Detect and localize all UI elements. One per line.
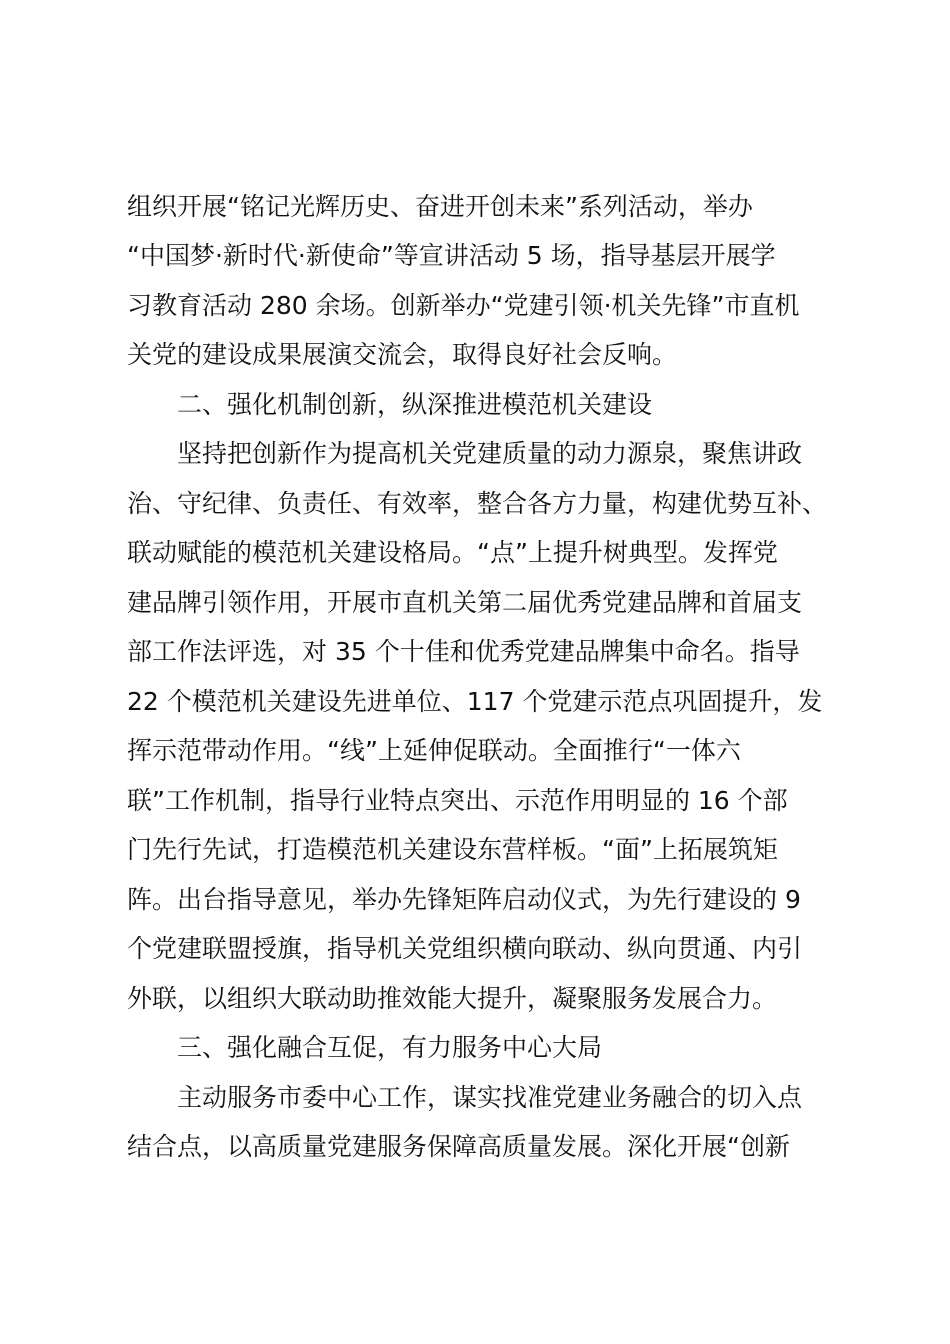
body-text-line: 门先行先试，打造模范机关建设东营样板。“面”上拓展筑矩 xyxy=(127,835,778,864)
body-text-line: 联动赋能的模范机关建设格局。“点”上提升树典型。发挥党 xyxy=(127,538,778,567)
body-text-line: 个党建联盟授旗，指导机关党组织横向联动、纵向贯通、内引 xyxy=(127,934,803,963)
body-text-line: 习教育活动 280 余场。创新举办“党建引领·机关先锋”市直机 xyxy=(127,291,800,320)
body-text-line: 主动服务市委中心工作，谋实找准党建业务融合的切入点 xyxy=(177,1083,803,1112)
body-text-line: 治、守纪律、负责任、有效率，整合各方力量，构建优势互补、 xyxy=(127,489,828,518)
body-text-line: 建品牌引领作用，开展市直机关第二届优秀党建品牌和首届支 xyxy=(127,588,803,617)
body-text-line: 联”工作机制，指导行业特点突出、示范作用明显的 16 个部 xyxy=(127,786,788,815)
section-heading: 二、强化机制创新，纵深推进模范机关建设 xyxy=(177,390,653,419)
body-text-line: 外联，以组织大联动助推效能大提升，凝聚服务发展合力。 xyxy=(127,984,778,1013)
body-text-line: 结合点，以高质量党建服务保障高质量发展。深化开展“创新 xyxy=(127,1132,790,1161)
body-text-line: 挥示范带动作用。“线”上延伸促联动。全面推行“一体六 xyxy=(127,736,741,765)
body-text-line: 部工作法评选，对 35 个十佳和优秀党建品牌集中命名。指导 xyxy=(127,637,800,666)
section-heading: 三、强化融合互促，有力服务中心大局 xyxy=(177,1033,603,1062)
body-text-line: 坚持把创新作为提高机关党建质量的动力源泉，聚焦讲政 xyxy=(177,439,803,468)
body-text-line: 22 个模范机关建设先进单位、117 个党建示范点巩固提升，发 xyxy=(127,687,823,716)
body-text-line: 阵。出台指导意见，举办先锋矩阵启动仪式，为先行建设的 9 xyxy=(127,885,801,914)
body-text-line: 关党的建设成果展演交流会，取得良好社会反响。 xyxy=(127,340,678,369)
body-text-line: “中国梦·新时代·新使命”等宣讲活动 5 场，指导基层开展学 xyxy=(127,241,776,270)
body-text-line: 组织开展“铭记光辉历史、奋进开创未来”系列活动，举办 xyxy=(127,192,753,221)
